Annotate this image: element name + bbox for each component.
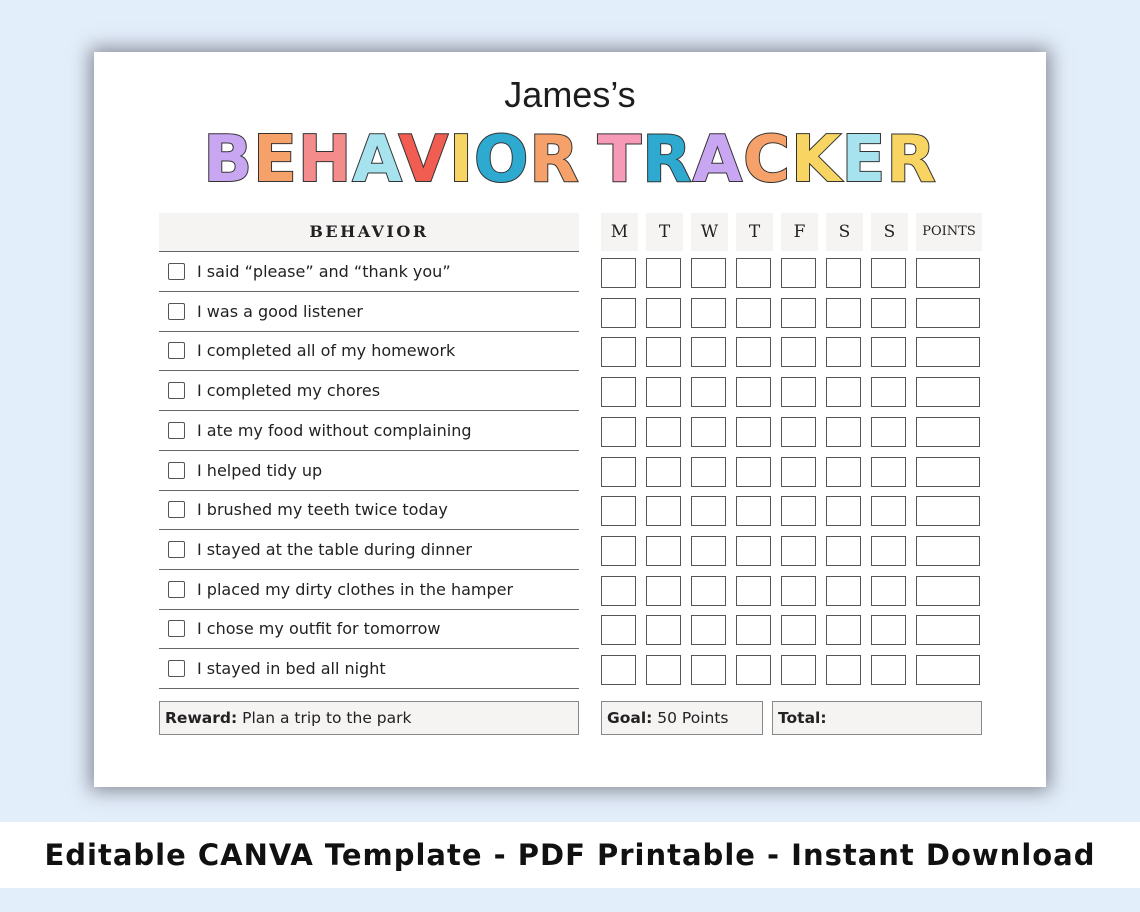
behavior-row bbox=[159, 531, 579, 570]
day-cell[interactable] bbox=[871, 417, 906, 447]
title-letter: E bbox=[253, 123, 298, 197]
day-cell[interactable] bbox=[826, 655, 861, 685]
behavior-checkbox[interactable] bbox=[168, 382, 185, 399]
behavior-label: I placed my dirty clothes in the hamper bbox=[197, 579, 514, 599]
day-cell[interactable] bbox=[736, 377, 771, 407]
day-cell[interactable] bbox=[871, 496, 906, 526]
title-letter: C bbox=[743, 123, 792, 197]
day-cell[interactable] bbox=[781, 457, 816, 487]
day-cell[interactable] bbox=[871, 655, 906, 685]
day-cell[interactable] bbox=[781, 536, 816, 566]
day-cell[interactable] bbox=[601, 576, 636, 606]
title-letter: A bbox=[352, 123, 399, 197]
behavior-row bbox=[159, 253, 579, 292]
behavior-checkbox[interactable] bbox=[168, 581, 185, 598]
day-cell[interactable] bbox=[826, 615, 861, 645]
day-cell[interactable] bbox=[781, 615, 816, 645]
day-cell[interactable] bbox=[646, 377, 681, 407]
behavior-row bbox=[159, 452, 579, 491]
day-cell[interactable] bbox=[781, 417, 816, 447]
behavior-checkbox[interactable] bbox=[168, 462, 185, 479]
behavior-row bbox=[159, 412, 579, 451]
day-cell[interactable] bbox=[736, 655, 771, 685]
points-cell[interactable] bbox=[916, 655, 980, 685]
behavior-label: I was a good listener bbox=[197, 301, 363, 321]
day-cell[interactable] bbox=[646, 576, 681, 606]
day-cell[interactable] bbox=[691, 298, 726, 328]
day-cell[interactable] bbox=[646, 457, 681, 487]
day-cell[interactable] bbox=[826, 496, 861, 526]
behavior-label: I stayed at the table during dinner bbox=[197, 539, 472, 559]
day-cell[interactable] bbox=[691, 496, 726, 526]
points-column-header: POINTS bbox=[916, 213, 982, 251]
behavior-label: I brushed my teeth twice today bbox=[197, 500, 448, 520]
day-cell[interactable] bbox=[646, 417, 681, 447]
title-letter: B bbox=[203, 123, 254, 197]
day-cell[interactable] bbox=[781, 576, 816, 606]
day-cell[interactable] bbox=[871, 298, 906, 328]
day-cell[interactable] bbox=[736, 258, 771, 288]
child-name: James’s bbox=[504, 74, 636, 115]
day-cell[interactable] bbox=[601, 417, 636, 447]
day-cell[interactable] bbox=[871, 576, 906, 606]
title-letter: K bbox=[791, 123, 842, 197]
title-letter: V bbox=[398, 123, 450, 197]
goal-field[interactable] bbox=[601, 701, 763, 735]
day-cell[interactable] bbox=[826, 536, 861, 566]
behavior-label: I stayed in bed all night bbox=[197, 659, 386, 678]
points-cell[interactable] bbox=[916, 258, 980, 288]
day-cell[interactable] bbox=[871, 457, 906, 487]
tracker-title bbox=[94, 120, 1046, 200]
behavior-checkbox[interactable] bbox=[168, 422, 185, 439]
day-cell[interactable] bbox=[691, 536, 726, 566]
day-cell[interactable] bbox=[871, 258, 906, 288]
behavior-checkbox[interactable] bbox=[168, 263, 185, 280]
behavior-checkbox[interactable] bbox=[168, 541, 185, 558]
day-cell[interactable] bbox=[871, 377, 906, 407]
day-cell[interactable] bbox=[646, 655, 681, 685]
day-cell[interactable] bbox=[646, 536, 681, 566]
day-cell[interactable] bbox=[736, 337, 771, 367]
behavior-row bbox=[159, 491, 579, 530]
title-letter: O bbox=[473, 123, 530, 197]
day-cell[interactable] bbox=[826, 337, 861, 367]
day-cell[interactable] bbox=[871, 536, 906, 566]
day-cell[interactable] bbox=[781, 655, 816, 685]
day-header: S bbox=[871, 213, 908, 251]
points-cell[interactable] bbox=[916, 337, 980, 367]
day-cell[interactable] bbox=[691, 258, 726, 288]
points-cell[interactable] bbox=[916, 457, 980, 487]
behavior-row bbox=[159, 293, 579, 332]
day-cell[interactable] bbox=[871, 615, 906, 645]
day-cell[interactable] bbox=[601, 536, 636, 566]
behavior-column-header: BEHAVIOR bbox=[159, 213, 579, 252]
day-cell[interactable] bbox=[826, 377, 861, 407]
day-cell[interactable] bbox=[691, 417, 726, 447]
behavior-checkbox[interactable] bbox=[168, 342, 185, 359]
day-cell[interactable] bbox=[601, 655, 636, 685]
points-cell[interactable] bbox=[916, 536, 980, 566]
behavior-label: I said “please” and “thank you” bbox=[197, 262, 451, 281]
behavior-checkbox[interactable] bbox=[168, 303, 185, 320]
behavior-row bbox=[159, 650, 579, 689]
day-header: F bbox=[781, 213, 818, 251]
day-header: T bbox=[736, 213, 773, 251]
total-field[interactable] bbox=[772, 701, 982, 735]
day-cell[interactable] bbox=[781, 258, 816, 288]
day-cell[interactable] bbox=[826, 457, 861, 487]
day-cell[interactable] bbox=[646, 258, 681, 288]
title-letter: A bbox=[692, 123, 744, 197]
goal-value: 50 Points bbox=[652, 709, 729, 727]
day-cell[interactable] bbox=[736, 615, 771, 645]
points-cell[interactable] bbox=[916, 377, 980, 407]
behavior-label: I completed my chores bbox=[197, 381, 381, 401]
behavior-label: I completed all of my homework bbox=[197, 341, 456, 361]
reward-label: Reward: bbox=[165, 709, 238, 727]
title-letter: R bbox=[529, 123, 580, 197]
day-cell[interactable] bbox=[871, 337, 906, 367]
day-cell[interactable] bbox=[736, 536, 771, 566]
behavior-row bbox=[159, 571, 579, 610]
behavior-label: I helped tidy up bbox=[197, 460, 323, 480]
day-cell[interactable] bbox=[646, 615, 681, 645]
day-cell[interactable] bbox=[646, 496, 681, 526]
points-cell[interactable] bbox=[916, 496, 980, 526]
day-cell[interactable] bbox=[781, 377, 816, 407]
behavior-checkbox[interactable] bbox=[168, 501, 185, 518]
day-cell[interactable] bbox=[601, 377, 636, 407]
title-letter: R bbox=[642, 123, 693, 197]
day-cell[interactable] bbox=[691, 655, 726, 685]
title-letter: I bbox=[449, 123, 474, 197]
day-cell[interactable] bbox=[601, 337, 636, 367]
promo-banner: Editable CANVA Template - PDF Printable - Instant Download bbox=[0, 822, 1140, 888]
behavior-label: I ate my food without complaining bbox=[197, 420, 472, 440]
goal-label: Goal: bbox=[607, 709, 653, 727]
day-cell[interactable] bbox=[781, 496, 816, 526]
points-cell[interactable] bbox=[916, 576, 980, 606]
title-letter: E bbox=[841, 123, 887, 197]
day-cell[interactable] bbox=[781, 298, 816, 328]
behavior-label: I chose my outfit for tomorrow bbox=[197, 619, 441, 639]
day-cell[interactable] bbox=[601, 457, 636, 487]
day-cell[interactable] bbox=[826, 258, 861, 288]
day-cell[interactable] bbox=[826, 298, 861, 328]
points-cell[interactable] bbox=[916, 417, 980, 447]
behavior-row bbox=[159, 610, 579, 649]
day-cell[interactable] bbox=[691, 615, 726, 645]
behavior-row bbox=[159, 332, 579, 371]
day-cell[interactable] bbox=[646, 337, 681, 367]
day-header: M bbox=[601, 213, 638, 251]
reward-field[interactable] bbox=[159, 701, 579, 735]
day-cell[interactable] bbox=[691, 337, 726, 367]
points-cell[interactable] bbox=[916, 615, 980, 645]
day-header: T bbox=[646, 213, 683, 251]
day-cell[interactable] bbox=[736, 298, 771, 328]
day-cell[interactable] bbox=[691, 457, 726, 487]
day-cell[interactable] bbox=[691, 576, 726, 606]
day-cell[interactable] bbox=[601, 615, 636, 645]
title-letter: R bbox=[886, 123, 937, 197]
day-cell[interactable] bbox=[736, 417, 771, 447]
day-cell[interactable] bbox=[826, 417, 861, 447]
reward-value: Plan a trip to the park bbox=[237, 709, 412, 727]
title-letter: T bbox=[597, 123, 643, 197]
behavior-row bbox=[159, 372, 579, 411]
day-header: S bbox=[826, 213, 863, 251]
day-cell[interactable] bbox=[691, 377, 726, 407]
day-cell[interactable] bbox=[781, 337, 816, 367]
day-cell[interactable] bbox=[736, 457, 771, 487]
behavior-checkbox[interactable] bbox=[168, 620, 185, 637]
day-cell[interactable] bbox=[646, 298, 681, 328]
tracker-sheet bbox=[94, 52, 1046, 787]
total-label: Total: bbox=[778, 709, 827, 727]
day-cell[interactable] bbox=[736, 496, 771, 526]
behavior-checkbox[interactable] bbox=[168, 660, 185, 677]
day-cell[interactable] bbox=[826, 576, 861, 606]
day-cell[interactable] bbox=[601, 496, 636, 526]
day-cell[interactable] bbox=[601, 298, 636, 328]
title-letter: H bbox=[297, 123, 353, 197]
points-cell[interactable] bbox=[916, 298, 980, 328]
day-cell[interactable] bbox=[736, 576, 771, 606]
day-cell[interactable] bbox=[601, 258, 636, 288]
day-header: W bbox=[691, 213, 728, 251]
